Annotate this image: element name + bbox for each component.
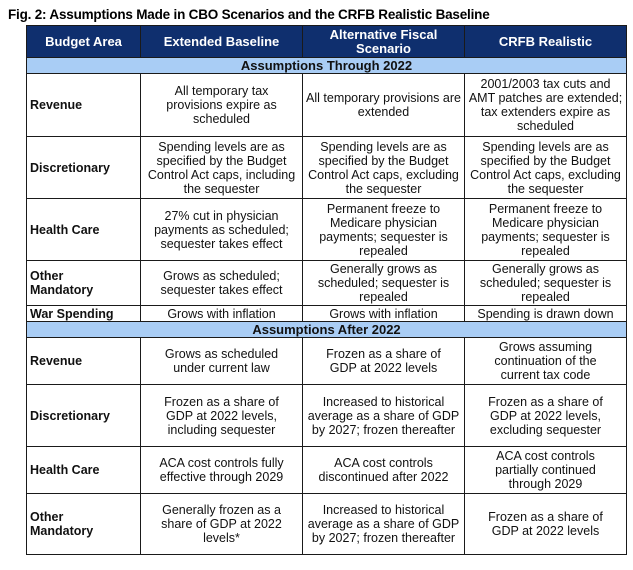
extended-baseline-cell: Grows with inflation (141, 306, 303, 322)
budget-area-cell: Revenue (27, 338, 141, 385)
column-header-extended-baseline: Extended Baseline (141, 26, 303, 58)
budget-area-cell: Discretionary (27, 137, 141, 199)
section-header-row (27, 322, 627, 338)
table-row (27, 494, 627, 555)
column-header-alternative-fiscal-scenario: Alternative Fiscal Scenario (303, 26, 465, 58)
column-header-budget-area: Budget Area (27, 26, 141, 58)
extended-baseline-cell: All temporary tax provisions expire as scheduled (141, 74, 303, 137)
crfb-realistic-cell: Grows assuming continuation of the current tax code (465, 338, 627, 385)
assumptions-table (26, 25, 627, 555)
extended-baseline-cell: Frozen as a share of GDP at 2022 levels, including sequester (141, 385, 303, 447)
alternative-scenario-cell: All temporary provisions are extended (303, 74, 465, 137)
table-row (27, 338, 627, 385)
header-row (27, 26, 627, 58)
column-header-crfb-realistic: CRFB Realistic (465, 26, 627, 58)
table-row (27, 199, 627, 261)
budget-area-cell: Health Care (27, 447, 141, 494)
extended-baseline-cell: Generally frozen as a share of GDP at 2022 levels* (141, 494, 303, 555)
crfb-realistic-cell: Frozen as a share of GDP at 2022 levels (465, 494, 627, 555)
budget-area-cell: Other Mandatory (27, 261, 141, 306)
section-header-row (27, 58, 627, 74)
crfb-realistic-cell: ACA cost controls partially continued through 2029 (465, 447, 627, 494)
table-row (27, 261, 627, 306)
alternative-scenario-cell: Grows with inflation (303, 306, 465, 322)
alternative-scenario-cell: ACA cost controls discontinued after 2022 (303, 447, 465, 494)
table-row (27, 447, 627, 494)
alternative-scenario-cell: Increased to historical average as a share of GDP by 2027; frozen thereafter (303, 385, 465, 447)
crfb-realistic-cell: Generally grows as scheduled; sequester is repealed (465, 261, 627, 306)
budget-area-cell: Other Mandatory (27, 494, 141, 555)
alternative-scenario-cell: Spending levels are as specified by the Budget Control Act caps, excluding the sequester (303, 137, 465, 199)
extended-baseline-cell: Grows as scheduled; sequester takes effect (141, 261, 303, 306)
table-row (27, 137, 627, 199)
alternative-scenario-cell: Frozen as a share of GDP at 2022 levels (303, 338, 465, 385)
crfb-realistic-cell: Permanent freeze to Medicare physician payments; sequester is repealed (465, 199, 627, 261)
table-row (27, 385, 627, 447)
budget-area-cell: Discretionary (27, 385, 141, 447)
extended-baseline-cell: ACA cost controls fully effective through 2029 (141, 447, 303, 494)
alternative-scenario-cell: Permanent freeze to Medicare physician payments; sequester is repealed (303, 199, 465, 261)
crfb-realistic-cell: Spending levels are as specified by the Budget Control Act caps, excluding the sequester (465, 137, 627, 199)
extended-baseline-cell: 27% cut in physician payments as scheduled; sequester takes effect (141, 199, 303, 261)
crfb-realistic-cell: Frozen as a share of GDP at 2022 levels, excluding sequester (465, 385, 627, 447)
table-row (27, 74, 627, 137)
section-header: Assumptions After 2022 (27, 322, 627, 338)
crfb-realistic-cell: Spending is drawn down (465, 306, 627, 322)
budget-area-cell: Revenue (27, 74, 141, 137)
alternative-scenario-cell: Generally grows as scheduled; sequester is repealed (303, 261, 465, 306)
budget-area-cell: Health Care (27, 199, 141, 261)
alternative-scenario-cell: Increased to historical average as a share of GDP by 2027; frozen thereafter (303, 494, 465, 555)
crfb-realistic-cell: 2001/2003 tax cuts and AMT patches are extended; tax extenders expire as scheduled (465, 74, 627, 137)
figure-title: Fig. 2: Assumptions Made in CBO Scenarios and the CRFB Realistic Baseline (8, 7, 490, 22)
extended-baseline-cell: Spending levels are as specified by the Budget Control Act caps, including the sequester (141, 137, 303, 199)
budget-area-cell: War Spending (27, 306, 141, 322)
table-row (27, 306, 627, 322)
section-header: Assumptions Through 2022 (27, 58, 627, 74)
extended-baseline-cell: Grows as scheduled under current law (141, 338, 303, 385)
